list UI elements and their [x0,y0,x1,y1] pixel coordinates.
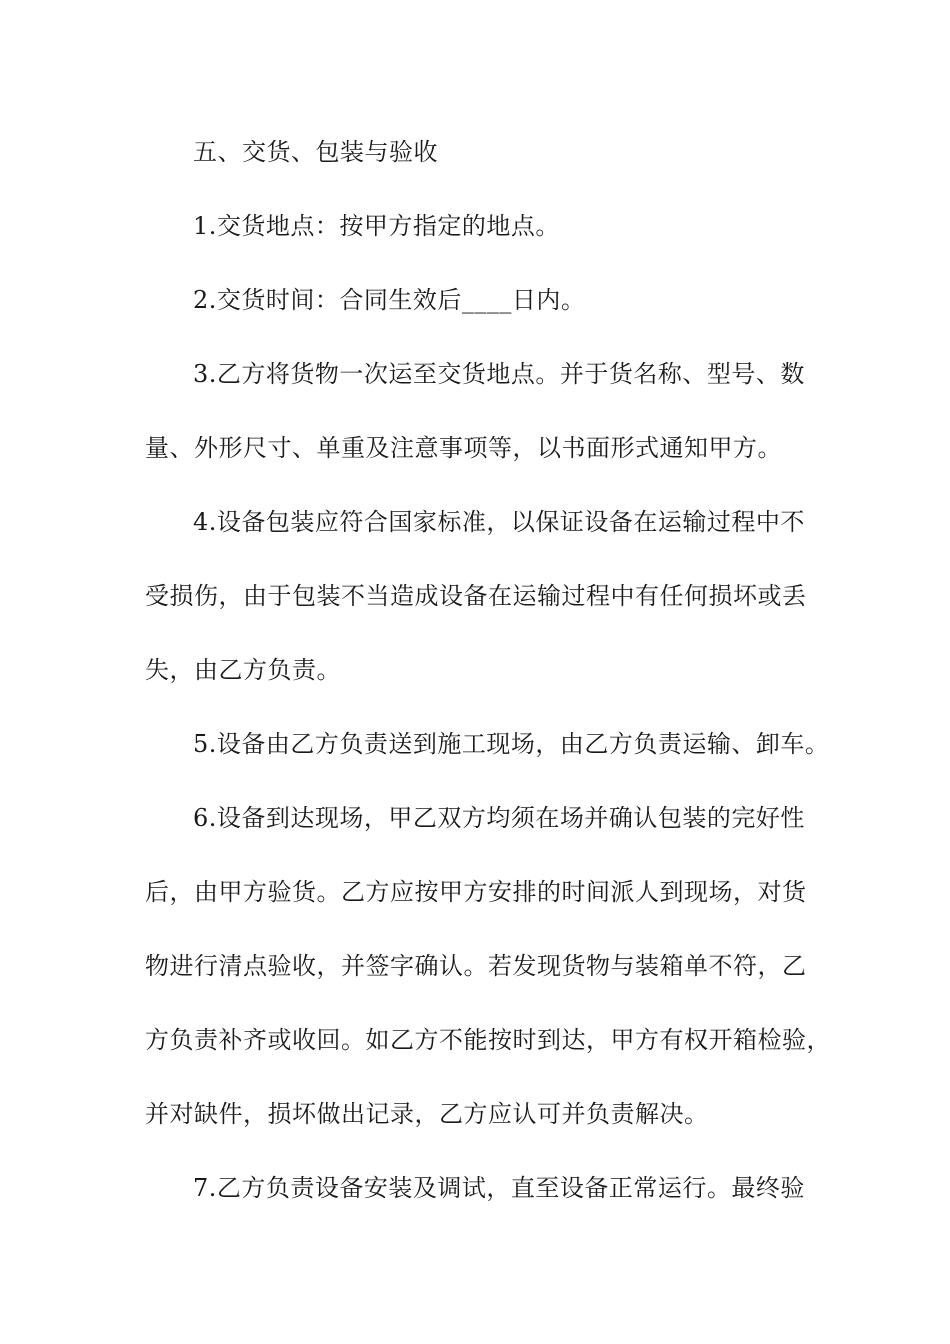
text-line-10: 后，由甲方验货。乙方应按甲方安排的时间派人到现场，对货 [145,878,807,906]
text-line-3: 3.乙方将货物一次运至交货地点。并于货名称、型号、数 [193,360,805,388]
text-line-13: 并对缺件，损坏做出记录，乙方应认可并负责解决。 [145,1100,709,1128]
text-line-9: 6.设备到达现场，甲乙双方均须在场并确认包装的完好性 [193,804,805,832]
text-line-6: 受损伤，由于包装不当造成设备在运输过程中有任何损坏或丢 [145,582,807,610]
text-line-1: 1.交货地点：按甲方指定的地点。 [193,212,560,240]
text-line-14: 7.乙方负责设备安装及调试，直至设备正常运行。最终验 [193,1174,805,1202]
text-line-7: 失，由乙方负责。 [145,656,341,684]
text-line-4: 量、外形尺寸、单重及注意事项等，以书面形式通知甲方。 [145,434,782,462]
text-line-11: 物进行清点验收，并签字确认。若发现货物与装箱单不符，乙 [145,952,807,980]
text-line-12: 方负责补齐或收回。如乙方不能按时到达，甲方有权开箱检验， [145,1026,831,1054]
text-line-5: 4.设备包装应符合国家标准，以保证设备在运输过程中不 [193,508,805,536]
text-line-2: 2.交货时间：合同生效后____日内。 [193,286,586,314]
text-line-8: 5.设备由乙方负责送到施工现场，由乙方负责运输、卸车。 [193,730,830,758]
section-heading: 五、交货、包装与验收 [193,138,438,166]
